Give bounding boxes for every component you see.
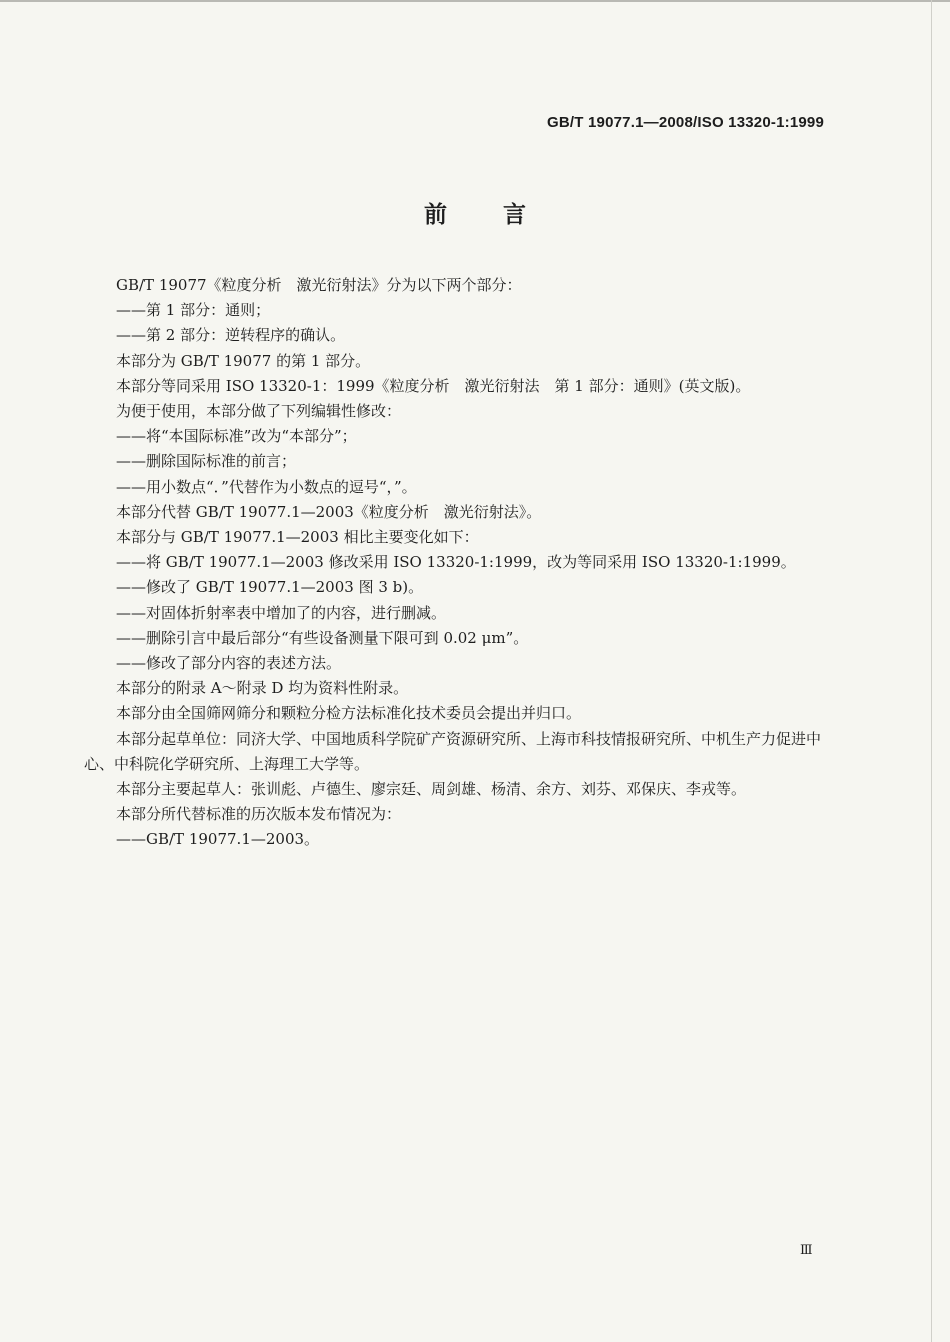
paragraph: 为便于使用，本部分做了下列编辑性修改： (116, 402, 402, 421)
paragraph: 本部分的附录 A～附录 D 均为资料性附录。 (116, 679, 409, 698)
paragraph: 本部分起草单位：同济大学、中国地质科学院矿产资源研究所、上海市科技情报研究所、中机生产力促进中心、中科院化学研究所、上海理工大学等。 (84, 729, 822, 773)
paragraph: ——删除国际标准的前言； (116, 452, 297, 471)
paragraph: ——将 GB/T 19077.1—2003 修改采用 ISO 13320-1:1999，改为等同采用 ISO 13320-1:1999。 (116, 553, 796, 572)
paragraph: 本部分由全国筛网筛分和颗粒分检方法标准化技术委员会提出并归口。 (116, 704, 582, 723)
paragraph: 本部分为 GB/T 19077 的第 1 部分。 (116, 351, 371, 370)
paragraph: ——删除引言中最后部分“有些设备测量下限可到 0.02 μm”。 (116, 628, 529, 647)
paragraph: ——第 1 部分：通则； (116, 301, 271, 320)
page-number: Ⅲ (800, 1243, 813, 1258)
paragraph: ——修改了部分内容的表述方法。 (116, 654, 342, 673)
paragraph: GB/T 19077《粒度分析 激光衍射法》分为以下两个部分： (116, 276, 522, 294)
page-title: 前言 (424, 202, 582, 228)
paragraph: 本部分主要起草人：张训彪、卢德生、廖宗廷、周剑雄、杨清、余方、刘芬、邓保庆、李戎等。 (116, 780, 747, 799)
paragraph: ——修改了 GB/T 19077.1—2003 图 3 b)。 (116, 578, 424, 597)
paragraph: 本部分等同采用 ISO 13320-1：1999《粒度分析 激光衍射法 第 1 部分：通则》(英文版)。 (116, 376, 751, 395)
scan-top-edge (0, 0, 950, 2)
paragraph: ——GB/T 19077.1—2003。 (116, 830, 320, 849)
standard-code: GB/T 19077.1—2008/ISO 13320-1:1999 (547, 114, 824, 131)
paragraph: 本部分与 GB/T 19077.1—2003 相比主要变化如下： (116, 528, 479, 547)
paragraph: ——第 2 部分：逆转程序的确认。 (116, 326, 346, 345)
paragraph: 本部分所代替标准的历次版本发布情况为： (116, 805, 402, 824)
paragraph: ——用小数点“．”代替作为小数点的逗号“，”。 (116, 477, 417, 496)
paragraph: ——对固体折射率表中增加了的内容，进行删减。 (116, 603, 447, 622)
paragraph: 本部分代替 GB/T 19077.1—2003《粒度分析 激光衍射法》。 (116, 502, 542, 521)
body-text (84, 273, 824, 853)
paragraph: ——将“本国际标准”改为“本部分”； (116, 427, 357, 446)
